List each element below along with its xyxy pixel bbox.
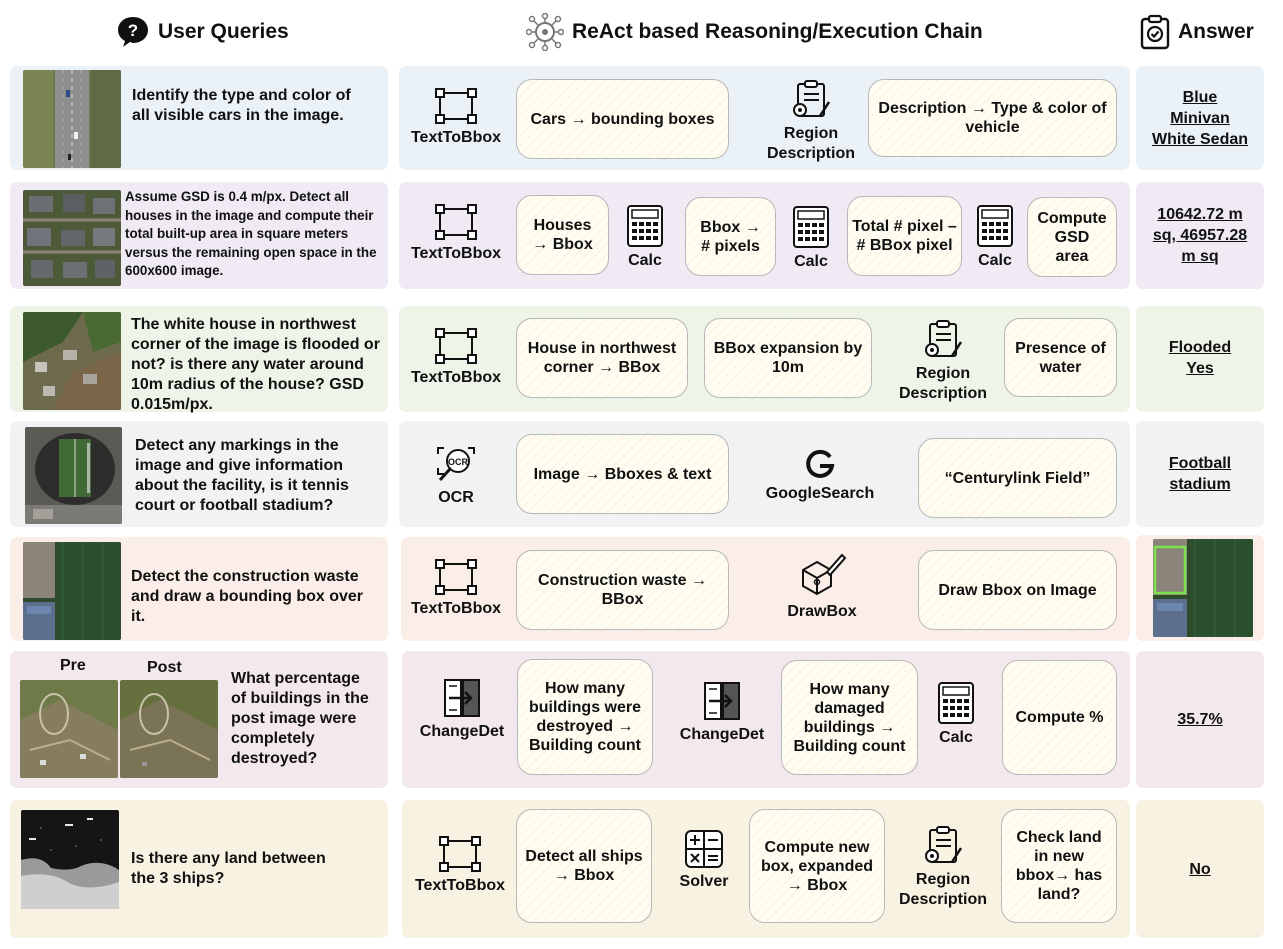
- clipboard-gear-icon: [922, 320, 964, 360]
- tool-ocr-4: [408, 444, 504, 508]
- header-queries-label: User Queries: [158, 20, 289, 43]
- tool-texttobbox-1: [408, 88, 504, 148]
- tool-label: Calc: [978, 252, 1012, 269]
- change-detection-icon: [703, 681, 741, 721]
- step-box-7a: Detect all ships → Bbox: [516, 809, 652, 923]
- query-image-sar-ships: [21, 810, 119, 909]
- query-text-5: Detect the construction waste and draw a bounding box over it.: [131, 568, 364, 625]
- query-image-flood: [23, 312, 121, 410]
- header-answer-label: Answer: [1178, 20, 1254, 43]
- answer-image-construction-bbox: [1153, 539, 1253, 637]
- query-text-2: Assume GSD is 0.4 m/px. Detect all houses in the image and compute their total built-up area in square meters versus the remaining open space in the 600x600 image.: [125, 189, 377, 278]
- query-text-4: Detect any markings in the image and give information about the facility, is it tennis court or football stadium?: [135, 437, 349, 514]
- tool-calc-2a: [618, 205, 672, 271]
- calculator-icon: [793, 206, 829, 248]
- bbox-icon: [435, 559, 477, 595]
- tool-label: TextToBbox: [410, 245, 502, 262]
- step-box-1b: Description → Type & color of vehicle: [868, 79, 1117, 157]
- tool-label: Calc: [939, 729, 973, 746]
- step-box-7c: Check land in new bbox→ has land?: [1001, 809, 1117, 923]
- svg-text:?: ?: [127, 21, 139, 40]
- tool-googlesearch-4: [758, 448, 882, 504]
- answer-3: Flooded Yes: [1168, 339, 1232, 377]
- change-detection-icon: [443, 678, 481, 718]
- tool-texttobbox-5: [408, 559, 504, 619]
- step-box-3b: BBox expansion by 10m: [704, 318, 872, 398]
- query-image-stadium: [25, 427, 122, 524]
- tool-texttobbox-7: [412, 836, 508, 896]
- header-chain: [526, 10, 983, 54]
- bbox-icon: [435, 328, 477, 364]
- tool-label: OCR: [438, 489, 474, 506]
- tool-region-description-3: [888, 320, 998, 404]
- tool-calc-2b: [784, 206, 838, 272]
- tool-label: ChangeDet: [419, 723, 505, 740]
- step-box-6b: How many damaged buildings → Building count: [781, 660, 918, 775]
- bbox-icon: [439, 836, 481, 872]
- step-box-4b: “Centurylink Field”: [918, 438, 1117, 518]
- chat-question-icon: [116, 15, 150, 49]
- tool-texttobbox-2: [408, 204, 504, 264]
- cube-pen-icon: [797, 552, 847, 598]
- calculator-icon: [977, 205, 1013, 247]
- bbox-icon: [435, 88, 477, 124]
- step-box-2b: Bbox → # pixels: [685, 197, 776, 276]
- step-box-1a: Cars → bounding boxes: [516, 79, 729, 159]
- step-box-7b: Compute new box, expanded → Bbox: [749, 809, 885, 923]
- query-image-houses: [23, 190, 121, 286]
- tool-region-description-1: [756, 80, 866, 164]
- clipboard-gear-icon: [922, 826, 964, 866]
- tool-label: Calc: [794, 253, 828, 270]
- tool-label: GoogleSearch: [765, 485, 875, 502]
- step-box-3c: Presence of water: [1004, 318, 1117, 397]
- google-g-icon: [805, 448, 835, 480]
- step-box-3a: House in northwest corner → BBox: [516, 318, 688, 398]
- tool-label: ChangeDet: [679, 726, 765, 743]
- tool-label: Calc: [628, 252, 662, 269]
- svg-text:OCR: OCR: [448, 457, 468, 467]
- query-image-post: [120, 680, 218, 778]
- ocr-magnifier-icon: [434, 444, 478, 484]
- clipboard-check-icon: [1140, 14, 1170, 50]
- step-box-2c: Total # pixel – # BBox pixel: [847, 196, 962, 276]
- step-box-6a: How many buildings were destroyed → Building count: [517, 659, 653, 775]
- tool-changedet-6b: [674, 681, 770, 745]
- query-text-3: The white house in northwest corner of the image is flooded or not? is there any water around 10m radius of the house? GSD 0.015m/px.: [131, 316, 380, 413]
- header-chain-label: ReAct based Reasoning/Execution Chain: [572, 20, 983, 43]
- calculator-icon: [627, 205, 663, 247]
- tool-texttobbox-3: [408, 328, 504, 388]
- tool-region-description-7: [888, 826, 998, 910]
- tool-drawbox-5: [774, 552, 870, 622]
- brain-network-icon: [526, 13, 564, 51]
- step-box-6c: Compute %: [1002, 660, 1117, 775]
- tool-label: Region Description: [898, 871, 987, 908]
- tool-changedet-6a: [414, 678, 510, 742]
- post-label: Post: [147, 659, 182, 676]
- step-box-2a: Houses → Bbox: [516, 195, 609, 275]
- solver-calculator-icon: [685, 830, 723, 868]
- answer-1: Blue Minivan White Sedan: [1152, 88, 1249, 148]
- tool-label: TextToBbox: [414, 877, 506, 894]
- tool-label: TextToBbox: [410, 369, 502, 386]
- answer-6: 35.7%: [1177, 710, 1223, 728]
- step-box-4a: Image → Bboxes & text: [516, 434, 729, 514]
- answer-4: Football stadium: [1168, 455, 1232, 493]
- step-box-2d: Compute GSD area: [1027, 197, 1117, 277]
- step-box-5b: Draw Bbox on Image: [918, 550, 1117, 630]
- bbox-icon: [435, 204, 477, 240]
- query-image-highway: [23, 70, 121, 168]
- tool-label: DrawBox: [787, 603, 857, 620]
- calculator-icon: [938, 682, 974, 724]
- header-user-queries: [116, 10, 289, 54]
- query-text-6: What percentage of buildings in the post image were completely destroyed?: [231, 670, 369, 767]
- query-image-construction: [23, 542, 121, 640]
- query-image-pre: [20, 680, 118, 778]
- header-answer: [1140, 10, 1254, 54]
- tool-calc-6: [929, 682, 983, 748]
- tool-label: Region Description: [766, 125, 855, 162]
- tool-label: TextToBbox: [410, 129, 502, 146]
- step-box-5a: Construction waste → BBox: [516, 550, 729, 630]
- tool-calc-2c: [968, 205, 1022, 271]
- tool-solver-7: [666, 830, 742, 892]
- tool-label: TextToBbox: [410, 600, 502, 617]
- query-text-1: Identify the type and color of all visible cars in the image.: [132, 87, 351, 124]
- pre-label: Pre: [60, 657, 86, 674]
- tool-label: Region Description: [898, 365, 987, 402]
- answer-7: No: [1189, 860, 1211, 878]
- clipboard-gear-icon: [790, 80, 832, 120]
- tool-label: Solver: [679, 873, 729, 890]
- answer-2: 10642.72 m sq, 46957.28 m sq: [1152, 205, 1248, 265]
- query-text-7: Is there any land between the 3 ships?: [131, 850, 326, 887]
